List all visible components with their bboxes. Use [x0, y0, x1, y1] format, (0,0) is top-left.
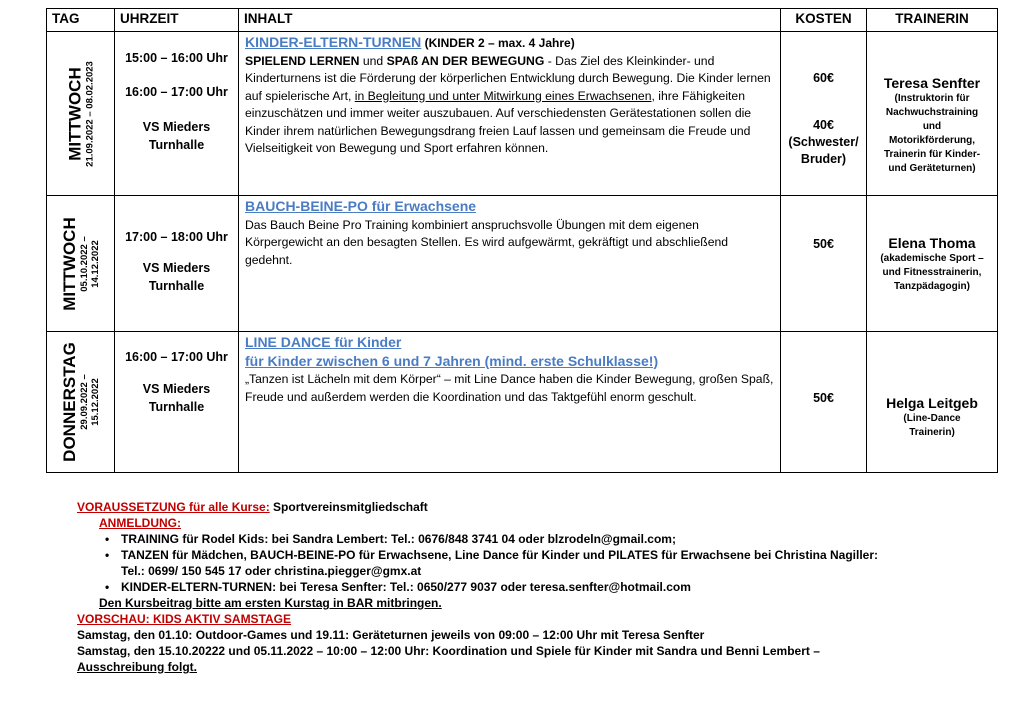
time-cell: [115, 332, 239, 473]
day-name: MITTWOCH: [59, 216, 79, 311]
schedule-table: [46, 8, 998, 473]
location: Turnhalle: [148, 138, 205, 152]
bullet-icon: •: [105, 532, 110, 546]
trainer-name: Teresa Senfter: [883, 75, 981, 91]
trainer-description: (Instruktorin für: [894, 93, 970, 104]
registration-label: ANMELDUNG:: [99, 516, 181, 530]
location: VS Mieders: [142, 261, 211, 275]
date-range: 05.10.2022 –: [78, 235, 90, 292]
header-content: INHALT: [239, 9, 781, 32]
price: 50€: [813, 237, 834, 251]
subtitle-bold: SPIELEND LERNEN: [245, 53, 360, 68]
time-slot: 15:00 – 16:00 Uhr: [125, 51, 228, 65]
trainer-description: (akademische Sport –: [880, 253, 984, 264]
header-time: UHRZEIT: [115, 9, 239, 32]
trainer-description: Trainerin für Kinder-: [883, 149, 981, 160]
time-cell: [115, 196, 239, 332]
course-description: - Das Ziel des Kleinkinder- und Kinderturnens ist die Förderung der körperlichen Entwicklung durch Bewegung. Die Kinder lernen auf spielerische Art,: [245, 53, 771, 103]
course-description: , ihre Fähigkeiten einzuschätzen und immer weiter auszubauen. Auf verschiedensten Gerätestationen sollen die Kinder ihrem natürlichen Bewegungsdrang freien Lauf lassen und gemeinsam die Freude und Vielseitigkeit von Bewegung und Sport erfahren können.: [245, 88, 752, 155]
day-cell: [47, 332, 115, 473]
price-cell: [781, 196, 867, 332]
day-name: DONNERSTAG: [59, 342, 79, 462]
trainer-cell: [867, 196, 998, 332]
fee-note: Den Kursbeitrag bitte am ersten Kurstag in BAR mitbringen.: [99, 596, 442, 610]
header-cost: KOSTEN: [781, 9, 867, 32]
subtitle-and: und: [359, 53, 387, 68]
content-cell: [239, 32, 781, 196]
table-header-row: [47, 9, 998, 32]
day-label: [61, 342, 101, 462]
price: 40€: [813, 118, 834, 132]
table-row: [47, 32, 998, 196]
price-cell: [781, 32, 867, 196]
registration-info: KINDER-ELTERN-TURNEN: bei Teresa Senfter: Tel.: 0650/277 9037 oder teresa.senfter@hotmail.com: [121, 580, 691, 594]
prerequisite-line: [77, 499, 977, 515]
course-title[interactable]: LINE DANCE für Kinder: [245, 334, 402, 350]
day-cell: [47, 196, 115, 332]
trainer-description: und Geräteturnen): [888, 163, 976, 174]
price-cell: [781, 332, 867, 473]
header-trainer: TRAINERIN: [867, 9, 998, 32]
registration-info: TANZEN für Mädchen, BAUCH-BEINE-PO für Erwachsene, Line Dance für Kinder und PILATES für Erwachsene bei Christina Nagiller:: [121, 548, 879, 562]
date-range: 29.09.2022 –: [78, 374, 90, 430]
price-note: Bruder): [800, 152, 847, 166]
prerequisite-label: VORAUSSETZUNG für alle Kurse:: [77, 500, 270, 514]
course-subtitle[interactable]: für Kinder zwischen 6 und 7 Jahren (mind. erste Schulklasse!): [245, 352, 659, 369]
day-label: [66, 61, 95, 167]
preview-line: [77, 611, 977, 627]
bullet-icon: •: [105, 580, 110, 594]
course-description: „Tanzen ist Lächeln mit dem Körper“ – mit Line Dance haben die Kinder Bewegung, großen Spaß, Freude und außerdem werden die Koordination und das Taktgefühl enorm geschult.: [245, 372, 774, 404]
registration-info: TRAINING für Rodel Kids: bei Sandra Lembert: Tel.: 0676/848 3741 04 oder blzrodeln@gmail.com;: [121, 532, 676, 546]
trainer-description: Tanzpädagogin): [894, 281, 970, 292]
trainer-description: und: [922, 121, 942, 132]
list-item: [77, 579, 977, 595]
course-description-underlined: in Begleitung und unter Mitwirkung eines Erwachsenen: [354, 88, 652, 103]
course-title-suffix: (KINDER 2 – max. 4 Jahre): [421, 36, 575, 50]
trainer-description: Nachwuchstraining: [885, 107, 979, 118]
day-label: [61, 217, 101, 310]
price-note: (Schwester/: [788, 135, 859, 149]
prerequisite-text: Sportvereinsmitgliedschaft: [269, 500, 428, 514]
trainer-cell: [867, 32, 998, 196]
time-slot: 17:00 – 18:00 Uhr: [125, 230, 228, 244]
preview-text: Samstag, den 01.10: Outdoor-Games und 19.11: Geräteturnen jeweils von 09:00 – 12:00 Uhr mit Teresa Senfter: [77, 628, 705, 642]
trainer-cell: [867, 332, 998, 473]
price: 50€: [813, 391, 834, 405]
day-cell: [47, 32, 115, 196]
preview-text: Samstag, den 15.10.20222 und 05.11.2022 – 10:00 – 12:00 Uhr: Koordination und Spiele für Kinder mit Sandra und Benni Lembert –: [77, 644, 820, 658]
list-item: [77, 531, 977, 547]
course-title[interactable]: KINDER-ELTERN-TURNEN: [245, 34, 422, 50]
content-cell: [239, 332, 781, 473]
table-row: [47, 196, 998, 332]
time-slot: 16:00 – 17:00 Uhr: [125, 350, 228, 364]
trainer-name: Helga Leitgeb: [886, 395, 978, 411]
location: VS Mieders: [142, 120, 211, 134]
time-cell: [115, 32, 239, 196]
header-day: TAG: [47, 9, 115, 32]
trainer-description: Motorikförderung,: [888, 135, 976, 146]
trainer-description: und Fitnesstrainerin,: [882, 267, 982, 278]
bullet-icon: •: [105, 548, 110, 562]
price: 60€: [813, 71, 834, 85]
notes-section: [77, 499, 977, 675]
registration-info-cont: Tel.: 0699/ 150 545 17 oder christina.piegger@gmx.at: [121, 564, 422, 578]
day-name: MITTWOCH: [65, 66, 84, 161]
content-cell: [239, 196, 781, 332]
registration-line: [77, 515, 977, 531]
location: Turnhalle: [148, 400, 205, 414]
preview-label: VORSCHAU: KIDS AKTIV SAMSTAGE: [77, 612, 292, 626]
table-row: [47, 332, 998, 473]
location: Turnhalle: [148, 279, 205, 293]
trainer-description: Trainerin): [909, 427, 955, 438]
time-slot: 16:00 – 17:00 Uhr: [125, 85, 228, 99]
subtitle-bold: SPAß AN DER BEWEGUNG: [386, 53, 545, 68]
preview-text: Ausschreibung folgt.: [77, 660, 197, 674]
trainer-description: (Line-Dance: [903, 413, 961, 424]
list-item: [77, 547, 977, 563]
location: VS Mieders: [142, 382, 211, 396]
course-title[interactable]: BAUCH-BEINE-PO für Erwachsene: [245, 198, 477, 214]
date-range: 21.09.2022 – 08.02.2023: [84, 60, 95, 167]
date-range: 14.12.2022: [89, 239, 101, 288]
course-description: Das Bauch Beine Pro Training kombiniert anspruchsvolle Übungen mit dem eigenen Körpergewicht an den besagten Stellen. Es wird aufgewärmt, gekräftigt und abschließend gedehnt.: [245, 217, 729, 267]
date-range: 15.12.2022: [89, 378, 101, 426]
trainer-name: Elena Thoma: [888, 235, 976, 251]
